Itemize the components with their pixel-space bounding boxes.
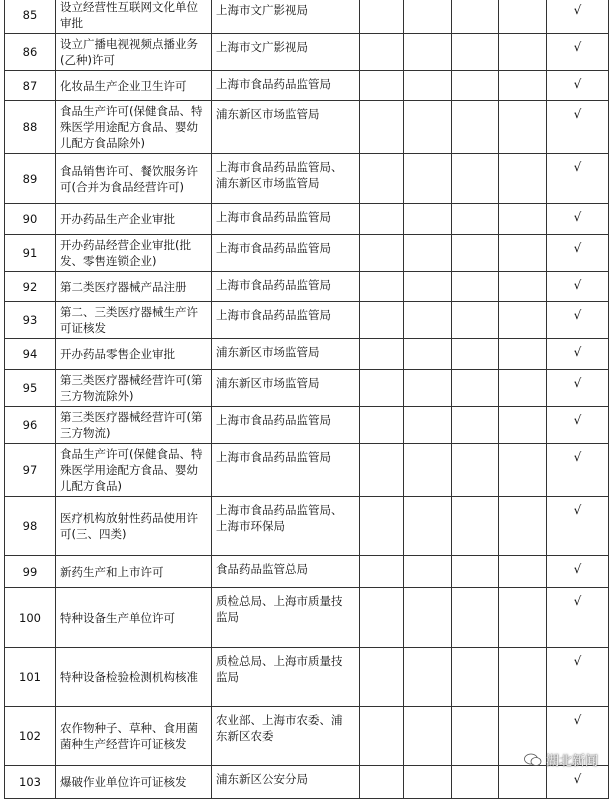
watermark-text: 湖北新闻 — [545, 754, 598, 769]
empty-cell — [404, 407, 452, 444]
empty-cell — [404, 497, 452, 556]
empty-cell — [404, 272, 452, 302]
row-number: 94 — [5, 339, 56, 370]
row-number: 86 — [5, 34, 56, 71]
permit-item-name: 食品生产许可(保健食品、特殊医学用途配方食品、婴幼儿配方食品除外) — [56, 101, 212, 154]
permit-item-name: 开办药品生产企业审批 — [56, 204, 212, 235]
check-mark: √ — [547, 101, 609, 154]
authority-name: 上海市文广影视局 — [216, 40, 308, 54]
authority-cell — [212, 556, 360, 588]
permit-item-name: 特种设备生产单位许可 — [56, 588, 212, 648]
empty-cell — [499, 204, 547, 235]
empty-cell — [360, 34, 404, 71]
authority-name: 上海市食品药品监管局、 — [216, 160, 343, 174]
permit-item-name: 爆破作业单位许可证核发 — [56, 766, 212, 799]
empty-cell — [404, 302, 452, 339]
empty-cell — [404, 339, 452, 370]
empty-cell — [499, 648, 547, 707]
check-mark: √ — [547, 444, 609, 497]
authority-name: 监局 — [216, 670, 239, 684]
table-row — [5, 556, 609, 588]
check-mark: √ — [547, 339, 609, 370]
empty-cell — [499, 0, 547, 34]
empty-cell — [360, 302, 404, 339]
check-mark: √ — [547, 34, 609, 71]
empty-cell — [360, 339, 404, 370]
row-number: 102 — [5, 707, 56, 766]
table-row — [5, 204, 609, 235]
row-number: 88 — [5, 101, 56, 154]
empty-cell — [452, 407, 499, 444]
permit-item-name: 设立经营性互联网文化单位审批 — [56, 0, 212, 34]
table-row — [5, 444, 609, 497]
permit-item-name: 设立广播电视视频点播业务(乙种)许可 — [56, 34, 212, 71]
authority-cell — [212, 766, 360, 799]
authority-cell — [212, 101, 360, 154]
empty-cell — [404, 235, 452, 272]
authority-name: 东新区农委 — [216, 729, 274, 743]
authority-cell — [212, 370, 360, 407]
empty-cell — [360, 71, 404, 101]
authority-name: 上海市食品药品监管局 — [216, 450, 331, 464]
table-row — [5, 272, 609, 302]
empty-cell — [360, 556, 404, 588]
check-mark: √ — [547, 707, 609, 766]
authority-name: 农业部、上海市农委、浦 — [216, 713, 343, 727]
table-row — [5, 648, 609, 707]
permit-item-name: 开办药品零售企业审批 — [56, 339, 212, 370]
table-row — [5, 302, 609, 339]
permit-item-name: 医疗机构放射性药品使用许可(三、四类) — [56, 497, 212, 556]
row-number: 91 — [5, 235, 56, 272]
watermark — [524, 750, 598, 769]
authority-name: 质检总局、上海市质量技 — [216, 594, 343, 608]
authority-cell — [212, 0, 360, 34]
authority-cell — [212, 71, 360, 101]
permit-table — [4, 0, 609, 799]
authority-name: 上海市文广影视局 — [216, 3, 308, 17]
permit-item-name: 新药生产和上市许可 — [56, 556, 212, 588]
authority-name: 监局 — [216, 610, 239, 624]
empty-cell — [452, 497, 499, 556]
empty-cell — [499, 302, 547, 339]
empty-cell — [452, 302, 499, 339]
empty-cell — [499, 588, 547, 648]
check-mark: √ — [547, 204, 609, 235]
permit-item-name: 食品销售许可、餐饮服务许可(合并为食品经营许可) — [56, 154, 212, 204]
empty-cell — [360, 204, 404, 235]
empty-cell — [499, 556, 547, 588]
empty-cell — [404, 204, 452, 235]
empty-cell — [452, 0, 499, 34]
empty-cell — [499, 272, 547, 302]
chat-bubble-icon — [524, 753, 542, 767]
row-number: 89 — [5, 154, 56, 204]
empty-cell — [452, 648, 499, 707]
authority-cell — [212, 444, 360, 497]
empty-cell — [404, 154, 452, 204]
empty-cell — [404, 588, 452, 648]
empty-cell — [452, 444, 499, 497]
empty-cell — [452, 101, 499, 154]
table-row — [5, 407, 609, 444]
row-number: 96 — [5, 407, 56, 444]
authority-cell — [212, 707, 360, 766]
row-number: 97 — [5, 444, 56, 497]
row-number: 90 — [5, 204, 56, 235]
empty-cell — [452, 154, 499, 204]
authority-name: 浦东新区市场监管局 — [216, 345, 320, 359]
empty-cell — [452, 71, 499, 101]
check-mark: √ — [547, 407, 609, 444]
authority-name: 上海市食品药品监管局 — [216, 308, 331, 322]
permit-item-name: 农作物种子、草种、食用菌菌种生产经营许可证核发 — [56, 707, 212, 766]
empty-cell — [452, 34, 499, 71]
empty-cell — [404, 0, 452, 34]
table-row — [5, 707, 609, 766]
authority-name: 上海市食品药品监管局 — [216, 241, 331, 255]
authority-name: 质检总局、上海市质量技 — [216, 654, 343, 668]
empty-cell — [404, 34, 452, 71]
empty-cell — [360, 235, 404, 272]
row-number: 95 — [5, 370, 56, 407]
empty-cell — [499, 370, 547, 407]
authority-cell — [212, 588, 360, 648]
authority-name: 上海市食品药品监管局 — [216, 278, 331, 292]
row-number: 103 — [5, 766, 56, 799]
empty-cell — [360, 407, 404, 444]
empty-cell — [452, 766, 499, 799]
empty-cell — [360, 588, 404, 648]
authority-name: 浦东新区市场监管局 — [216, 376, 320, 390]
check-mark: √ — [547, 272, 609, 302]
empty-cell — [404, 444, 452, 497]
authority-cell — [212, 272, 360, 302]
row-number: 93 — [5, 302, 56, 339]
row-number: 99 — [5, 556, 56, 588]
empty-cell — [360, 707, 404, 766]
check-mark: √ — [547, 497, 609, 556]
authority-cell — [212, 235, 360, 272]
empty-cell — [452, 272, 499, 302]
empty-cell — [452, 707, 499, 766]
table-row — [5, 71, 609, 101]
table-row — [5, 0, 609, 34]
table-row — [5, 339, 609, 370]
check-mark: √ — [547, 588, 609, 648]
authority-cell — [212, 154, 360, 204]
permit-item-name: 开办药品经营企业审批(批发、零售连锁企业) — [56, 235, 212, 272]
table-row — [5, 154, 609, 204]
empty-cell — [360, 0, 404, 34]
empty-cell — [452, 339, 499, 370]
empty-cell — [499, 339, 547, 370]
table-row — [5, 766, 609, 799]
authority-name: 上海市食品药品监管局 — [216, 413, 331, 427]
authority-cell — [212, 204, 360, 235]
empty-cell — [499, 34, 547, 71]
permit-item-name: 化妆品生产企业卫生许可 — [56, 71, 212, 101]
authority-name: 浦东新区市场监管局 — [216, 176, 320, 190]
empty-cell — [499, 766, 547, 799]
row-number: 100 — [5, 588, 56, 648]
check-mark: √ — [547, 154, 609, 204]
authority-cell — [212, 339, 360, 370]
table-row — [5, 235, 609, 272]
empty-cell — [499, 407, 547, 444]
row-number: 85 — [5, 0, 56, 34]
authority-cell — [212, 497, 360, 556]
permit-item-name: 第二类医疗器械产品注册 — [56, 272, 212, 302]
authority-cell — [212, 648, 360, 707]
permit-item-name: 第三类医疗器械经营许可(第三方物流) — [56, 407, 212, 444]
empty-cell — [404, 556, 452, 588]
check-mark: √ — [547, 556, 609, 588]
table-row — [5, 588, 609, 648]
empty-cell — [404, 707, 452, 766]
empty-cell — [404, 648, 452, 707]
check-mark: √ — [547, 648, 609, 707]
empty-cell — [452, 204, 499, 235]
empty-cell — [499, 497, 547, 556]
authority-name: 上海市食品药品监管局、 — [216, 503, 343, 517]
permit-item-name: 特种设备检验检测机构核准 — [56, 648, 212, 707]
check-mark: √ — [547, 302, 609, 339]
row-number: 87 — [5, 71, 56, 101]
empty-cell — [499, 154, 547, 204]
table-row — [5, 370, 609, 407]
check-mark: √ — [547, 766, 609, 799]
empty-cell — [499, 235, 547, 272]
check-mark: √ — [547, 370, 609, 407]
empty-cell — [404, 766, 452, 799]
authority-name: 上海市食品药品监管局 — [216, 210, 331, 224]
table-row — [5, 34, 609, 71]
row-number: 92 — [5, 272, 56, 302]
empty-cell — [499, 71, 547, 101]
empty-cell — [499, 101, 547, 154]
authority-name: 浦东新区市场监管局 — [216, 107, 320, 121]
permit-item-name: 第二、三类医疗器械生产许可证核发 — [56, 302, 212, 339]
empty-cell — [404, 101, 452, 154]
empty-cell — [499, 444, 547, 497]
empty-cell — [360, 154, 404, 204]
check-mark: √ — [547, 0, 609, 34]
empty-cell — [452, 235, 499, 272]
permit-item-name: 食品生产许可(保健食品、特殊医学用途配方食品、婴幼儿配方食品) — [56, 444, 212, 497]
empty-cell — [360, 101, 404, 154]
empty-cell — [452, 556, 499, 588]
empty-cell — [452, 370, 499, 407]
empty-cell — [360, 648, 404, 707]
permit-table-body — [5, 0, 609, 799]
empty-cell — [404, 370, 452, 407]
authority-name: 食品药品监管总局 — [216, 562, 308, 576]
authority-cell — [212, 34, 360, 71]
authority-cell — [212, 302, 360, 339]
empty-cell — [360, 444, 404, 497]
row-number: 101 — [5, 648, 56, 707]
check-mark: √ — [547, 71, 609, 101]
check-mark: √ — [547, 235, 609, 272]
table-row — [5, 101, 609, 154]
authority-cell — [212, 407, 360, 444]
empty-cell — [360, 766, 404, 799]
permit-item-name: 第三类医疗器械经营许可(第三方物流除外) — [56, 370, 212, 407]
empty-cell — [452, 588, 499, 648]
authority-name: 上海市食品药品监管局 — [216, 77, 331, 91]
empty-cell — [360, 272, 404, 302]
empty-cell — [404, 71, 452, 101]
authority-name: 浦东新区公安分局 — [216, 772, 308, 786]
row-number: 98 — [5, 497, 56, 556]
empty-cell — [360, 497, 404, 556]
empty-cell — [360, 370, 404, 407]
authority-name: 上海市环保局 — [216, 519, 285, 533]
table-row — [5, 497, 609, 556]
